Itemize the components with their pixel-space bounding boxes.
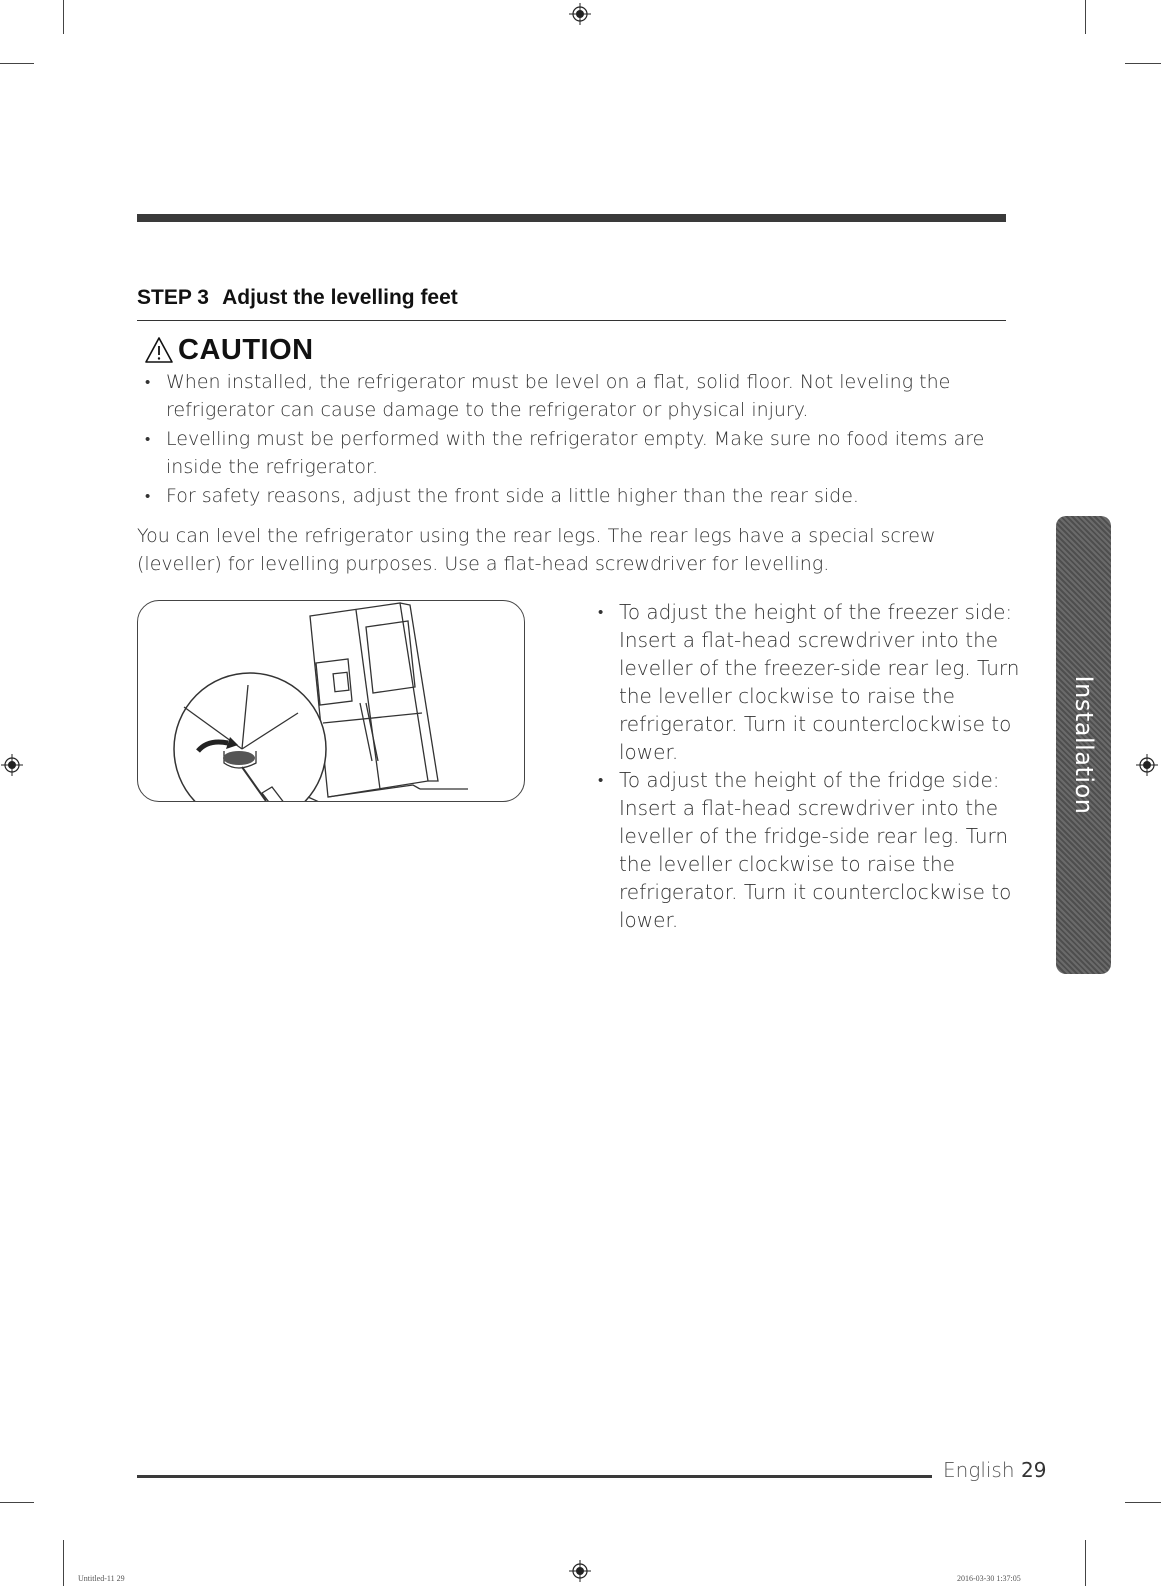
side-tab-label: Installation <box>1069 675 1098 815</box>
crop-mark <box>63 1540 64 1586</box>
section-side-tab <box>1056 516 1111 974</box>
caution-list <box>137 368 1007 511</box>
warning-triangle-icon <box>144 336 174 364</box>
caution-item: • When installed, the refrigerator must be level on a flat, solid floor. Not leveling the refrigerator can cause damage to the refrigerator or physical injury. <box>137 368 1007 424</box>
registration-mark-icon <box>1 754 23 776</box>
crop-mark <box>1125 1502 1161 1503</box>
page-number: 29 <box>1021 1458 1047 1482</box>
footer-rule <box>137 1475 932 1478</box>
crop-mark <box>1085 0 1086 34</box>
crop-mark <box>0 63 34 64</box>
refrigerator-illustration <box>138 601 525 802</box>
crop-mark <box>0 1502 34 1503</box>
print-timestamp: 2016-03-30 1:37:05 <box>957 1574 1021 1583</box>
registration-mark-icon <box>569 3 591 25</box>
step-heading <box>137 286 1006 321</box>
caution-heading <box>144 330 314 370</box>
registration-mark-icon <box>1136 754 1158 776</box>
caution-item: • Levelling must be performed with the refrigerator empty. Make sure no food items are inside the refrigerator. <box>137 425 1007 481</box>
caution-item: • For safety reasons, adjust the front side a little higher than the rear side. <box>137 482 1007 510</box>
instruction-item: • To adjust the height of the freezer side: Insert a flat-head screwdriver into the leveller of the freezer-side rear leg. Turn the leveller clockwise to raise the refrigerator. Turn it counterclockwise to lower. <box>590 598 1020 766</box>
crop-mark <box>1125 63 1161 64</box>
levelling-illustration <box>137 600 525 802</box>
step-label: STEP 3 <box>137 286 209 309</box>
section-divider <box>137 214 1006 222</box>
caution-title: CAUTION <box>178 333 314 366</box>
registration-mark-icon <box>569 1560 591 1582</box>
step-title: Adjust the levelling feet <box>222 286 458 309</box>
crop-mark <box>1085 1540 1086 1586</box>
print-file-info: Untitled-11 29 <box>78 1574 125 1583</box>
instruction-item: • To adjust the height of the fridge side: Insert a flat-head screwdriver into the leveller of the fridge-side rear leg. Turn the leveller clockwise to raise the refrigerator. Turn it counterclockwise to lower. <box>590 766 1020 934</box>
intro-paragraph: You can level the refrigerator using the rear legs. The rear legs have a special screw (leveller) for levelling purposes. Use a flat-head screwdriver for levelling. <box>137 525 936 575</box>
instructions-list <box>590 598 1020 934</box>
footer-language: English <box>943 1458 1015 1482</box>
crop-mark <box>63 0 64 34</box>
